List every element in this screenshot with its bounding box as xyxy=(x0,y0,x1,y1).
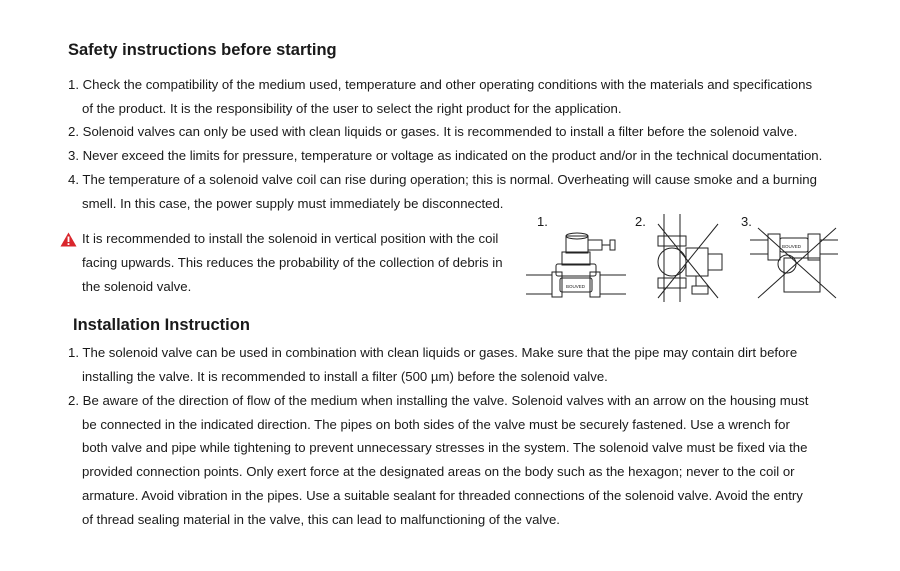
safety-line-2: 2. Solenoid valves can only be used with clean liquids or gases. It is recommended to install a filter before the solenoid valve. xyxy=(68,124,798,139)
valve-diagrams xyxy=(522,214,844,304)
installation-line-2: 2. Be aware of the direction of flow of the medium when installing the valve. Solenoid valves with an arrow on the housing must xyxy=(68,393,809,408)
safety-heading: Safety instructions before starting xyxy=(68,41,337,59)
safety-line-4: 4. The temperature of a solenoid valve coil can rise during operation; this is normal. Overheating will cause smoke and a burning xyxy=(68,172,817,187)
valve-coil-down-incorrect-diagram xyxy=(750,228,838,298)
safety-line-4-cont: smell. In this case, the power supply must immediately be disconnected. xyxy=(82,196,504,211)
installation-line-1: 1. The solenoid valve can be used in combination with clean liquids or gases. Make sure that the pipe may contain dirt before xyxy=(68,345,798,360)
safety-line-3: 3. Never exceed the limits for pressure, temperature or voltage as indicated on the product and/or in the technical documentation. xyxy=(68,148,823,163)
warning-triangle-icon xyxy=(60,232,77,247)
safety-line-1: 1. Check the compatibility of the medium used, temperature and other operating conditions with the materials and specifications xyxy=(68,77,813,92)
installation-line-2-cont-3: provided connection points. Only exert force at the designated areas on the body such as the hexagon; never to the coil or xyxy=(82,464,795,479)
warning-line-1: It is recommended to install the solenoid in vertical position with the coil xyxy=(82,231,499,246)
warning-line-3: the solenoid valve. xyxy=(82,279,192,294)
warning-line-2: facing upwards. This reduces the probability of the collection of debris in xyxy=(82,255,503,270)
valve-brand-label-1: BOUVED xyxy=(566,284,586,289)
installation-line-2-cont-2: both valve and pipe while tightening to prevent unnecessary stresses in the system. The solenoid valve must be fixed via the xyxy=(82,440,808,455)
installation-line-2-cont-1: be connected in the indicated direction. The pipes on both sides of the valve must be securely fastened. Use a wrench for xyxy=(82,417,790,432)
figure-label-2: 2. xyxy=(635,214,646,229)
figure-label-3: 3. xyxy=(741,214,752,229)
safety-line-1-cont: of the product. It is the responsibility of the user to select the right product for the application. xyxy=(82,101,622,116)
installation-heading: Installation Instruction xyxy=(73,316,250,334)
valve-brand-label-3: BOUVED xyxy=(782,244,802,249)
valve-vertical-pipe-incorrect-diagram xyxy=(658,214,722,302)
installation-line-2-cont-4: armature. Avoid vibration in the pipes. Use a suitable sealant for threaded connections of the solenoid valve. Avoid the entry xyxy=(82,488,803,503)
installation-line-2-cont-5: of thread sealing material in the valve, this can lead to malfunctioning of the valve. xyxy=(82,512,560,527)
installation-orientation-figure xyxy=(522,214,844,304)
installation-line-1-cont: installing the valve. It is recommended to install a filter (500 µm) before the solenoid valve. xyxy=(82,369,608,384)
figure-label-1: 1. xyxy=(537,214,548,229)
